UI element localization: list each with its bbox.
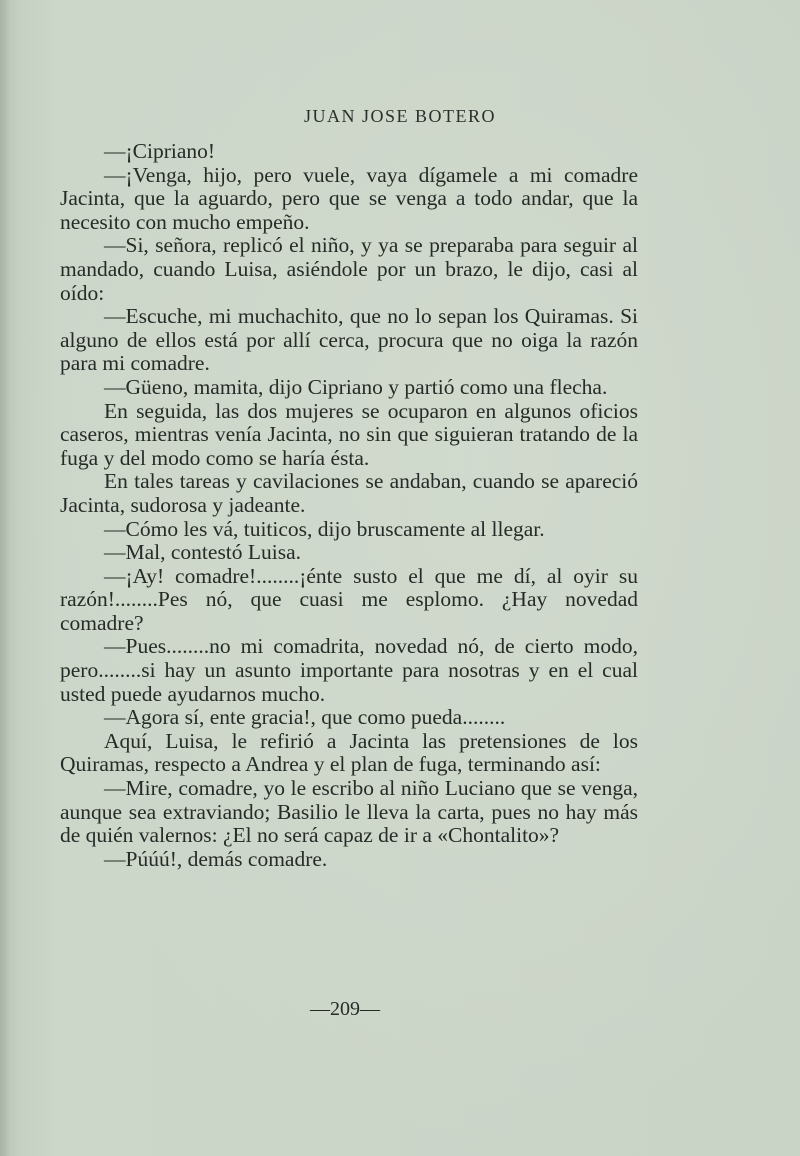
paragraph: —Cómo les vá, tuiticos, dijo bruscamente al llegar. bbox=[104, 516, 545, 541]
paragraph: —Güeno, mamita, dijo Cipriano y partió como una flecha. bbox=[104, 374, 608, 399]
paragraph: —Mire, comadre, yo le escribo al niño Luciano que se venga, aunque sea extraviando; Basilio le lleva la carta, pues no hay más de quién valernos: ¿El no será capaz de ir a «Chontalito»? bbox=[60, 776, 638, 848]
paragraph: —Si, señora, replicó el niño, y ya se preparaba para seguir al mandado, cuando Luisa, asiéndole por un brazo, le dijo, casi al oído: bbox=[60, 233, 638, 305]
paragraph: Aquí, Luisa, le refirió a Jacinta las pretensiones de los Quiramas, respecto a Andrea y el plan de fuga, terminando así: bbox=[60, 728, 638, 777]
page-binding-edge bbox=[0, 0, 10, 1156]
paragraph: —Mal, contestó Luisa. bbox=[104, 540, 302, 565]
page-number: —209— bbox=[310, 998, 380, 1020]
paragraph: —¡Venga, hijo, pero vuele, vaya dígamele a mi comadre Jacinta, que la aguardo, pero que se venga a todo andar, que la necesito con mucho empeño. bbox=[60, 162, 638, 234]
paragraph: —Agora sí, ente gracia!, que como pueda........ bbox=[104, 705, 506, 730]
paragraph: En tales tareas y cavilaciones se andaban, cuando se apareció Jacinta, sudorosa y jadeante. bbox=[60, 469, 638, 517]
page-body bbox=[60, 140, 638, 871]
running-title: JUAN JOSE BOTERO bbox=[303, 106, 496, 126]
paragraph: —Pues........no mi comadrita, novedad nó, de cierto modo, pero........si hay un asunto importante para nosotras y en el cual usted puede ayudarnos mucho. bbox=[60, 634, 638, 706]
paragraph: —¡Ay! comadre!........¡énte susto el que me dí, al oyir su razón!........Pes nó, que cuasi me esplomo. ¿Hay novedad comadre? bbox=[60, 563, 638, 635]
paragraph: En seguida, las dos mujeres se ocuparon en algunos oficios caseros, mientras venía Jacinta, no sin que siguieran tratando de la fuga y del modo como se haría ésta. bbox=[60, 398, 638, 470]
paragraph: —¡Cipriano! bbox=[104, 139, 216, 163]
paragraph: —Púúú!, demás comadre. bbox=[104, 846, 328, 871]
paragraph: —Escuche, mi muchachito, que no lo sepan los Quiramas. Si alguno de ellos está por allí cerca, procura que no oiga la razón para mi comadre. bbox=[60, 304, 638, 376]
